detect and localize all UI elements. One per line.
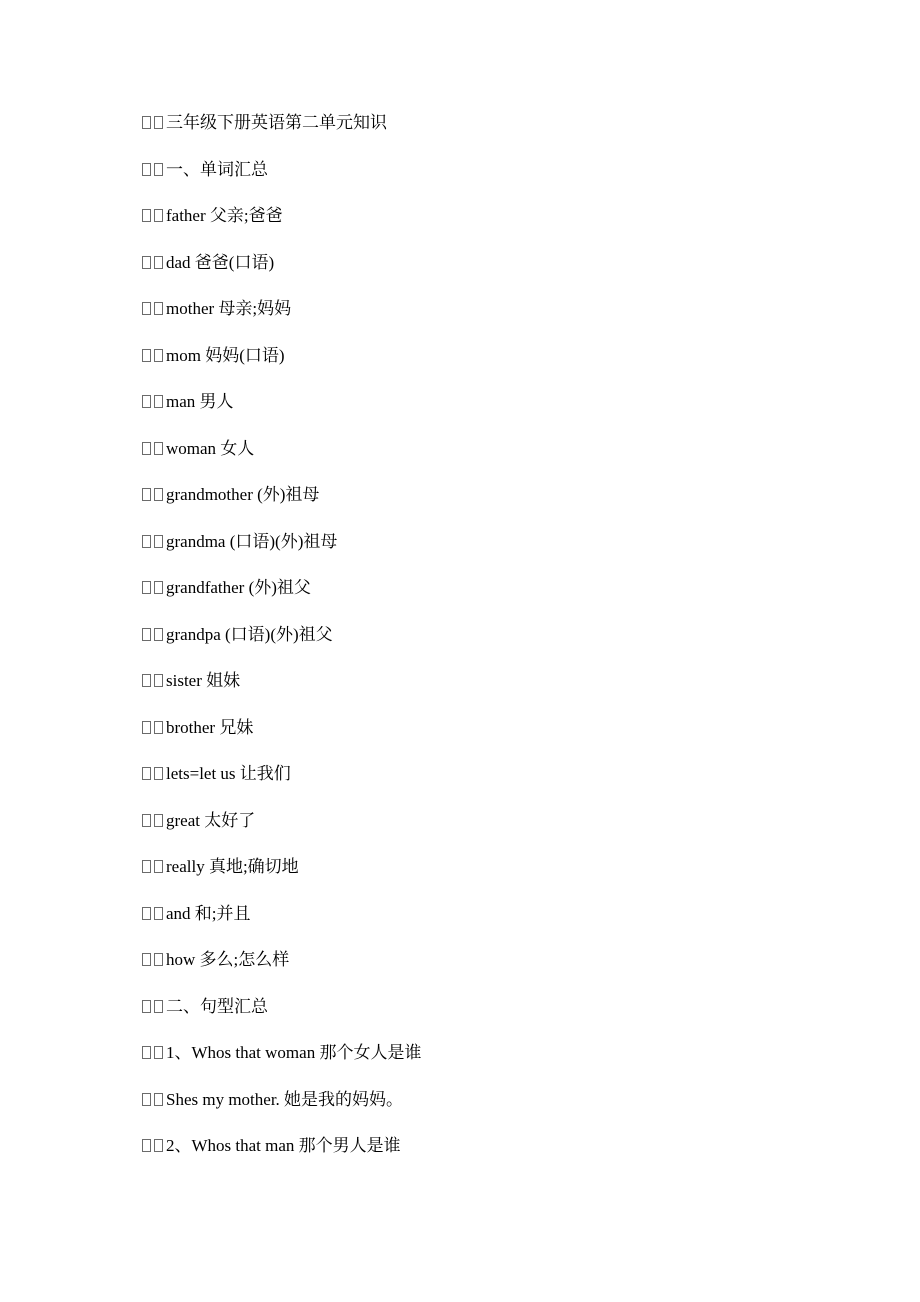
missing-glyph-icon — [142, 1139, 151, 1152]
vocab-line: and 和;并且 — [142, 902, 842, 949]
vocab-line: grandpa (口语)(外)祖父 — [142, 623, 842, 670]
missing-glyph-icon — [154, 814, 163, 827]
missing-glyph-icon — [142, 721, 151, 734]
document-body — [142, 111, 842, 1181]
missing-glyph-icon — [142, 814, 151, 827]
missing-glyph-icon — [154, 1139, 163, 1152]
missing-glyph-icon — [142, 953, 151, 966]
missing-glyph-icon — [142, 116, 151, 129]
missing-glyph-icon — [142, 349, 151, 362]
missing-glyph-icon — [154, 442, 163, 455]
missing-glyph-icon — [142, 907, 151, 920]
missing-glyph-icon — [142, 767, 151, 780]
missing-glyph-icon — [142, 442, 151, 455]
missing-glyph-icon — [154, 209, 163, 222]
missing-glyph-icon — [142, 302, 151, 315]
missing-glyph-icon — [154, 1046, 163, 1059]
missing-glyph-icon — [142, 1000, 151, 1013]
section-heading-sentences: 二、句型汇总 — [142, 995, 842, 1042]
vocab-line: how 多么;怎么样 — [142, 948, 842, 995]
missing-glyph-icon — [142, 1093, 151, 1106]
vocab-line: mom 妈妈(口语) — [142, 344, 842, 391]
missing-glyph-icon — [142, 628, 151, 641]
missing-glyph-icon — [142, 256, 151, 269]
missing-glyph-icon — [142, 581, 151, 594]
vocab-line: brother 兄妹 — [142, 716, 842, 763]
missing-glyph-icon — [154, 907, 163, 920]
vocab-line: great 太好了 — [142, 809, 842, 856]
missing-glyph-icon — [142, 163, 151, 176]
missing-glyph-icon — [142, 395, 151, 408]
sentence-line: Shes my mother. 她是我的妈妈。 — [142, 1088, 842, 1135]
missing-glyph-icon — [154, 302, 163, 315]
missing-glyph-icon — [142, 860, 151, 873]
vocab-line: father 父亲;爸爸 — [142, 204, 842, 251]
vocab-line: dad 爸爸(口语) — [142, 251, 842, 298]
missing-glyph-icon — [154, 349, 163, 362]
missing-glyph-icon — [142, 209, 151, 222]
vocab-line: man 男人 — [142, 390, 842, 437]
missing-glyph-icon — [154, 535, 163, 548]
missing-glyph-icon — [154, 953, 163, 966]
missing-glyph-icon — [142, 535, 151, 548]
missing-glyph-icon — [142, 1046, 151, 1059]
vocab-line: lets=let us 让我们 — [142, 762, 842, 809]
missing-glyph-icon — [154, 256, 163, 269]
vocab-line: woman 女人 — [142, 437, 842, 484]
missing-glyph-icon — [154, 116, 163, 129]
missing-glyph-icon — [154, 721, 163, 734]
missing-glyph-icon — [154, 674, 163, 687]
missing-glyph-icon — [154, 488, 163, 501]
missing-glyph-icon — [154, 1000, 163, 1013]
missing-glyph-icon — [154, 581, 163, 594]
vocab-line: grandmother (外)祖母 — [142, 483, 842, 530]
sentence-line: 1、Whos that woman 那个女人是谁 — [142, 1041, 842, 1088]
missing-glyph-icon — [154, 628, 163, 641]
vocab-line: grandma (口语)(外)祖母 — [142, 530, 842, 577]
missing-glyph-icon — [154, 163, 163, 176]
vocab-line: really 真地;确切地 — [142, 855, 842, 902]
missing-glyph-icon — [154, 860, 163, 873]
missing-glyph-icon — [142, 674, 151, 687]
vocab-line: sister 姐妹 — [142, 669, 842, 716]
missing-glyph-icon — [154, 395, 163, 408]
missing-glyph-icon — [154, 767, 163, 780]
sentence-line: 2、Whos that man 那个男人是谁 — [142, 1134, 842, 1181]
missing-glyph-icon — [142, 488, 151, 501]
section-heading-vocabulary: 一、单词汇总 — [142, 158, 842, 205]
vocab-line: grandfather (外)祖父 — [142, 576, 842, 623]
document-title: 三年级下册英语第二单元知识 — [142, 111, 842, 158]
missing-glyph-icon — [154, 1093, 163, 1106]
vocab-line: mother 母亲;妈妈 — [142, 297, 842, 344]
